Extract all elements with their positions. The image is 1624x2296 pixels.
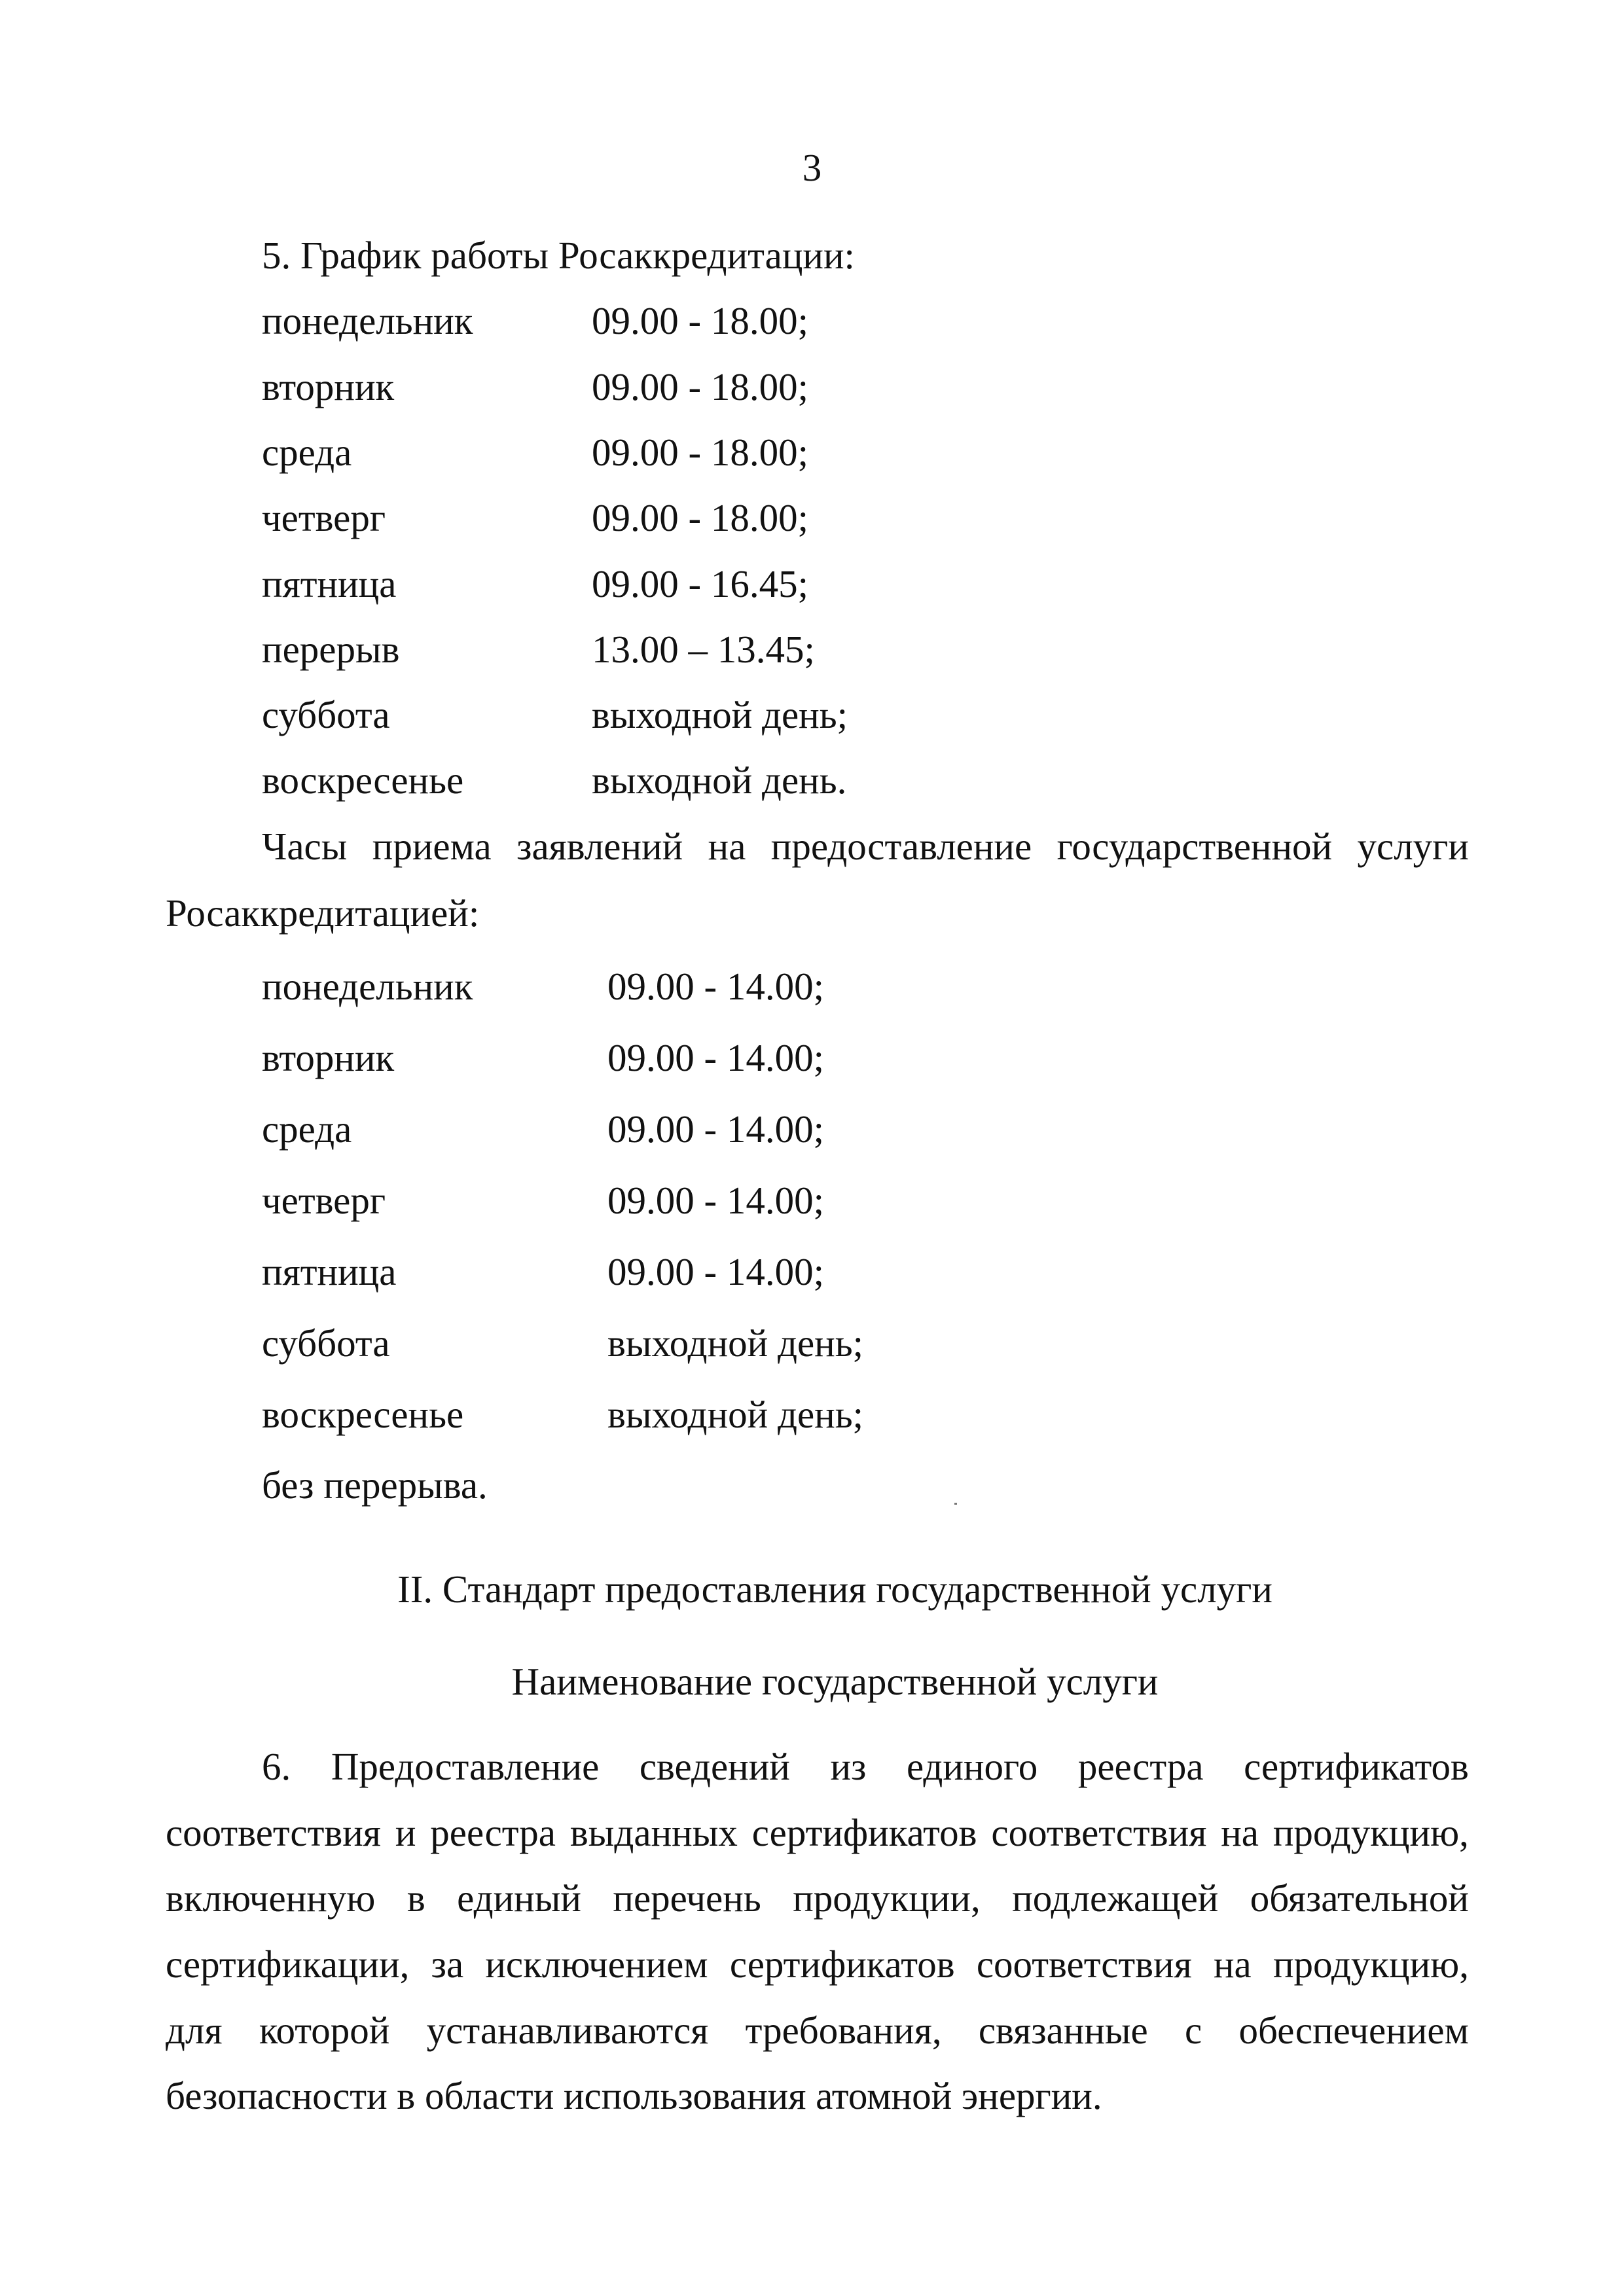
schedule-day: вторник (262, 365, 395, 408)
schedule-time: выходной день. (592, 759, 847, 802)
schedule-time: 09.00 - 18.00; (592, 496, 809, 539)
word: в (406, 1876, 425, 1920)
schedule-time: 09.00 - 16.45; (592, 562, 809, 605)
word: сертификатов (729, 1943, 955, 1986)
reception-time: 09.00 - 14.00; (607, 965, 825, 1008)
reception-day: пятница (262, 1250, 397, 1293)
word: обязательной (1250, 1876, 1469, 1920)
schedule-day: воскресенье (262, 759, 464, 802)
schedule-day: суббота (262, 693, 390, 736)
paragraph-last-line: безопасности в области использования атомной энергии. (166, 2074, 1102, 2117)
reception-time: 09.00 - 14.00; (607, 1179, 825, 1222)
word: сертификатов (751, 1811, 977, 1854)
word: приема (372, 825, 492, 868)
word: связанные (978, 2009, 1148, 2052)
reception-day: понедельник (262, 965, 473, 1008)
word: на (708, 825, 746, 868)
word: Часы (262, 825, 348, 868)
word: единый (457, 1876, 581, 1920)
reception-time: 09.00 - 14.00; (607, 1036, 825, 1079)
schedule-day: пятница (262, 562, 397, 605)
page-number: 3 (802, 146, 822, 189)
reception-time: 09.00 - 14.00; (607, 1107, 825, 1151)
schedule-time: 09.00 - 18.00; (592, 431, 809, 474)
schedule-time: 09.00 - 18.00; (592, 365, 809, 408)
paragraph-line (262, 1744, 1469, 1789)
schedule-time: 13.00 – 13.45; (592, 628, 815, 671)
schedule-day: четверг (262, 496, 386, 539)
word: продукции, (793, 1876, 981, 1920)
word: и (395, 1811, 416, 1854)
word: требования, (745, 2009, 942, 2052)
section-2-subheading: Наименование государственной услуги (511, 1660, 1159, 1703)
word: за (431, 1943, 464, 1986)
paragraph-line (166, 1876, 1469, 1921)
word: продукцию, (1272, 1811, 1469, 1854)
schedule-time: выходной день; (592, 693, 848, 736)
reception-day: среда (262, 1107, 352, 1151)
word: соответствия (976, 1943, 1192, 1986)
word: с (1185, 2009, 1202, 2052)
word: исключением (485, 1943, 708, 1986)
paragraph-line (166, 1942, 1469, 1987)
reception-day: четверг (262, 1179, 386, 1222)
reception-time: 09.00 - 14.00; (607, 1250, 825, 1293)
word: реестра (430, 1811, 556, 1854)
word: перечень (613, 1876, 761, 1920)
word: на (1213, 1943, 1252, 1986)
reception-time: выходной день; (607, 1393, 864, 1436)
schedule-day: понедельник (262, 299, 473, 342)
paragraph-line (166, 2008, 1469, 2053)
word: Предоставление (331, 1745, 600, 1788)
word: которой (259, 2009, 390, 2052)
word: сведений (639, 1745, 790, 1788)
schedule-day: перерыв (262, 628, 400, 671)
word: устанавливаются (426, 2009, 709, 2052)
word: реестра (1077, 1745, 1204, 1788)
paragraph-line (166, 1810, 1469, 1856)
word: подлежащей (1012, 1876, 1219, 1920)
word: на (1221, 1811, 1259, 1854)
reception-time: выходной день; (607, 1321, 864, 1365)
word: из (830, 1745, 867, 1788)
schedule-day: среда (262, 431, 352, 474)
reception-day: суббота (262, 1321, 390, 1365)
reception-day: вторник (262, 1036, 395, 1079)
word: включенную (166, 1876, 376, 1920)
word: для (166, 2009, 223, 2052)
reception-day: воскресенье (262, 1393, 464, 1436)
word: соответствия (166, 1811, 381, 1854)
schedule-time: 09.00 - 18.00; (592, 299, 809, 342)
word: единого (906, 1745, 1038, 1788)
no-break-note: без перерыва. (262, 1463, 488, 1507)
word: соответствия (991, 1811, 1207, 1854)
word: государственной (1056, 825, 1333, 868)
word: услуги (1357, 825, 1469, 868)
word: продукцию, (1272, 1943, 1469, 1986)
scan-speck (954, 1503, 957, 1505)
section-5-title: 5. График работы Росаккредитации: (262, 234, 855, 277)
word: 6. (262, 1745, 291, 1788)
word: сертификатов (1244, 1745, 1469, 1788)
reception-intro (262, 824, 1469, 869)
word: обеспечением (1238, 2009, 1469, 2052)
word: заявлений (516, 825, 683, 868)
word: сертификации, (166, 1943, 410, 1986)
section-2-heading: II. Стандарт предоставления государственной услуги (397, 1568, 1272, 1611)
reception-intro-end: Росаккредитацией: (166, 891, 480, 935)
word: выданных (569, 1811, 738, 1854)
word: предоставление (770, 825, 1032, 868)
